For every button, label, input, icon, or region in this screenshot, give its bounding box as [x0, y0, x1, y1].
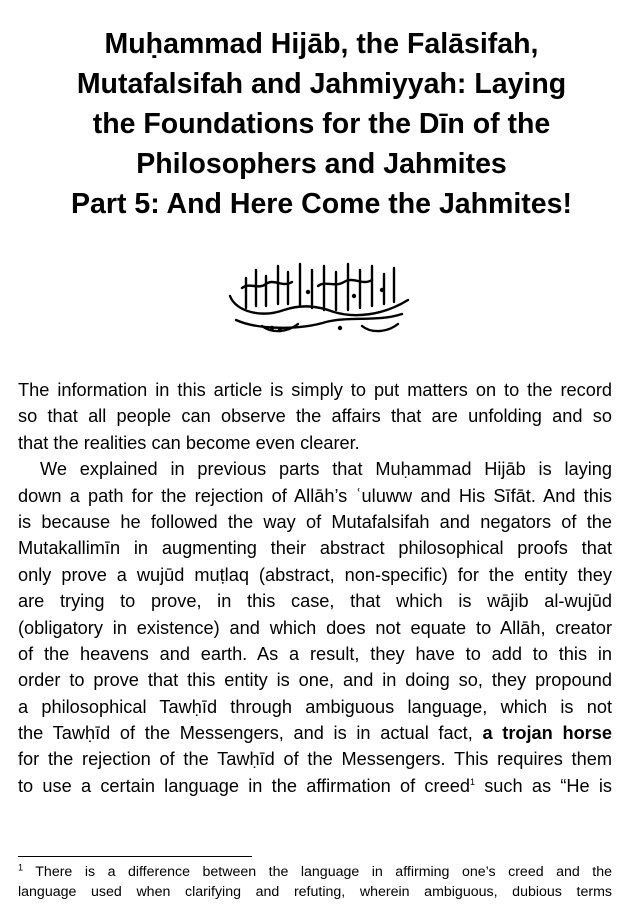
- paragraph-line: is because he followed the way of Mutafalsifah and negators of the: [18, 511, 612, 532]
- footnote-reference[interactable]: 1: [469, 776, 475, 787]
- paragraph-line: [18, 720, 612, 746]
- title-line: the Foundations for the Dīn of the: [92, 108, 551, 140]
- title-line: Mutafalsifah and Jahmiyyah: Laying: [76, 68, 567, 100]
- footnote-line: [18, 862, 612, 882]
- title-line: Philosophers and Jahmites: [136, 148, 507, 180]
- title-line: Part 5: And Here Come the Jahmites!: [71, 188, 572, 220]
- paragraph-line: that the realities can become even clearer.: [18, 432, 360, 453]
- title-line: Muḥammad Hijāb, the Falāsifah,: [104, 28, 539, 60]
- text-run: such as “He is: [474, 775, 612, 796]
- paragraph-line: order to prove that this entity is one, and in doing so, they propound: [18, 670, 612, 691]
- paragraph-line: for the rejection of the Tawḥīd of the Messengers. This requires them: [18, 749, 612, 770]
- paragraph-line: The information in this article is simply to put matters on to the record: [18, 380, 612, 400]
- text-run: There is a difference between the language in affirming one’s creed and the: [23, 864, 612, 880]
- paragraph-line: Mutakallimīn in augmenting their abstract philosophical proofs that: [18, 538, 612, 559]
- article-body: [18, 377, 612, 799]
- footnote: [18, 862, 612, 903]
- paragraph-line: of the heavens and earth. As a result, they have to add to this in: [18, 643, 612, 664]
- paragraph-line: are trying to prove, in this case, that which is wājib al-wujūd: [18, 591, 612, 612]
- bold-phrase: a trojan horse: [482, 723, 612, 744]
- paragraph-line: We explained in previous parts that Muḥammad Hijāb is laying: [40, 459, 612, 480]
- text-run: to use a certain language in the affirmation of creed: [18, 775, 470, 796]
- footnote-line: language used when clarifying and refuting, wherein ambiguous, dubious terms: [18, 884, 612, 901]
- footnote-marker: 1: [18, 862, 24, 873]
- paragraph-line: so that all people can observe the affairs that are unfolding and so: [18, 406, 612, 427]
- basmala-calligraphy-icon: [222, 256, 418, 338]
- article-title: [10, 24, 633, 224]
- text-run: the Tawḥīd of the Messengers, and is in actual fact,: [18, 723, 483, 744]
- paragraph-line: only prove a wujūd muṭlaq (abstract, non-specific) for the entity they: [18, 564, 612, 585]
- paragraph-line: (obligatory in existence) and which does not equate to Allāh, creator: [18, 617, 612, 638]
- footnote-divider: [18, 856, 252, 857]
- paragraph-line: a philosophical Tawḥīd through ambiguous language, which is not: [18, 696, 612, 717]
- paragraph-line: down a path for the rejection of Allāh’s ʿuluww and His Sīfāt. And this: [18, 485, 612, 506]
- paragraph-line: [18, 773, 612, 799]
